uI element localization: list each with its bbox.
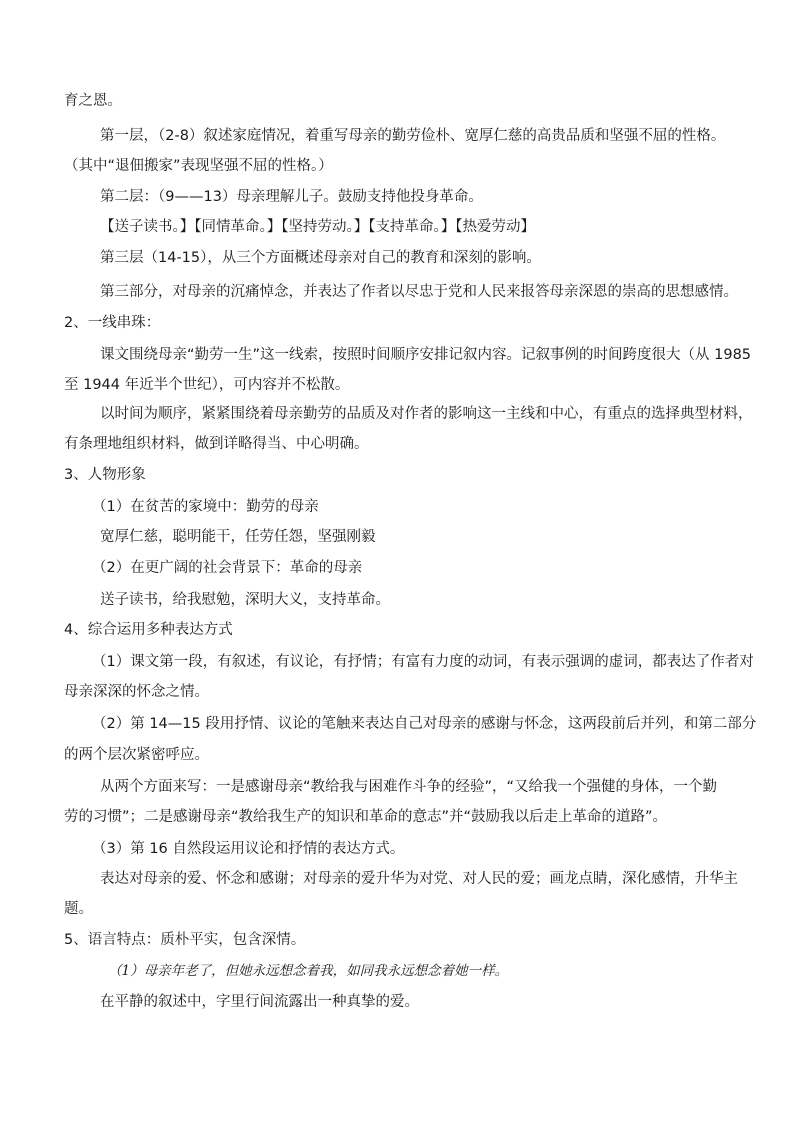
section-heading: 2、一线串珠： xyxy=(64,315,161,331)
paragraph-line: （其中“退佃搬家”表现坚强不屈的性格。） xyxy=(64,158,333,174)
list-item: （2）第 14—15 段用抒情、议论的笔触来表达自己对母亲的感谢与怀念，这两段前后并列，和第二部分 xyxy=(92,716,757,732)
paragraph-line: 劳的习惯”；二是感谢母亲“教给我生产的知识和革命的意志”并“鼓励我以后走上革命的道路”。 xyxy=(64,809,668,825)
section-heading: 3、人物形象 xyxy=(64,467,146,483)
paragraph-line: 题。 xyxy=(64,901,93,917)
paragraph-line: 至 1944 年近半个世纪），可内容并不松散。 xyxy=(64,377,350,393)
paragraph-line: 的两个层次紧密呼应。 xyxy=(64,747,209,763)
paragraph-line: 第一层，（2-8）叙述家庭情况，着重写母亲的勤劳俭朴、宽厚仁慈的高贵品质和坚强不屈的性格。 xyxy=(100,128,726,144)
section-heading: 4、综合运用多种表达方式 xyxy=(64,622,233,638)
paragraph-line: 母亲深深的怀念之情。 xyxy=(64,684,209,700)
paragraph-line: 送子读书，给我慰勉，深明大义，支持革命。 xyxy=(100,592,390,608)
list-item: （1）课文第一段，有叙述，有议论，有抒情；有富有力度的动词，有表示强调的虚词，都表达了作者对 xyxy=(92,654,754,670)
paragraph-line: 有条理地组织材料，做到详略得当、中心明确。 xyxy=(64,436,369,452)
paragraph-line: 第三层（14-15），从三个方面概述母亲对自己的教育和深刻的影响。 xyxy=(100,250,541,266)
paragraph-line: 第二层：（9——13）母亲理解儿子。鼓励支持他投身革命。 xyxy=(100,189,483,205)
paragraph-line: 第三部分，对母亲的沉痛悼念，并表达了作者以尽忠于党和人民来报答母亲深恩的崇高的思想感情。 xyxy=(100,284,738,300)
list-item: （3）第 16 自然段运用议论和抒情的表达方式。 xyxy=(92,841,405,857)
paragraph-line: 表达对母亲的爱、怀念和感谢；对母亲的爱升华为对党、对人民的爱；画龙点睛，深化感情，升华主 xyxy=(100,871,738,887)
paragraph-line: 从两个方面来写：一是感谢母亲“教给我与困难作斗争的经验”，“又给我一个强健的身体，一个勤 xyxy=(100,779,718,795)
paragraph-line: 宽厚仁慈，聪明能干，任劳任怨，坚强刚毅 xyxy=(100,529,376,545)
paragraph-line: 【送子读书。】【同情革命。】【坚持劳动。】【支持革命。】【热爱劳动】 xyxy=(100,219,535,235)
paragraph-line: 在平静的叙述中，字里行间流露出一种真挚的爱。 xyxy=(100,994,419,1010)
paragraph-line: 育之恩。 xyxy=(64,93,122,109)
section-heading: 5、语言特点：质朴平实，包含深情。 xyxy=(64,932,306,948)
list-item: （1）在贫苦的家境中：勤劳的母亲 xyxy=(92,499,319,515)
paragraph-line: 课文围绕母亲“勤劳一生”这一线索，按照时间顺序安排记叙内容。记叙事例的时间跨度很大（从 1985 xyxy=(100,347,752,363)
quoted-sentence: （1）母亲年老了，但她永远想念着我，如同我永远想念着她一样。 xyxy=(108,963,509,979)
list-item: （2）在更广阔的社会背景下：革命的母亲 xyxy=(92,560,363,576)
paragraph-line: 以时间为顺序，紧紧围绕着母亲勤劳的品质及对作者的影响这一主线和中心，有重点的选择典型材料， xyxy=(100,406,753,422)
